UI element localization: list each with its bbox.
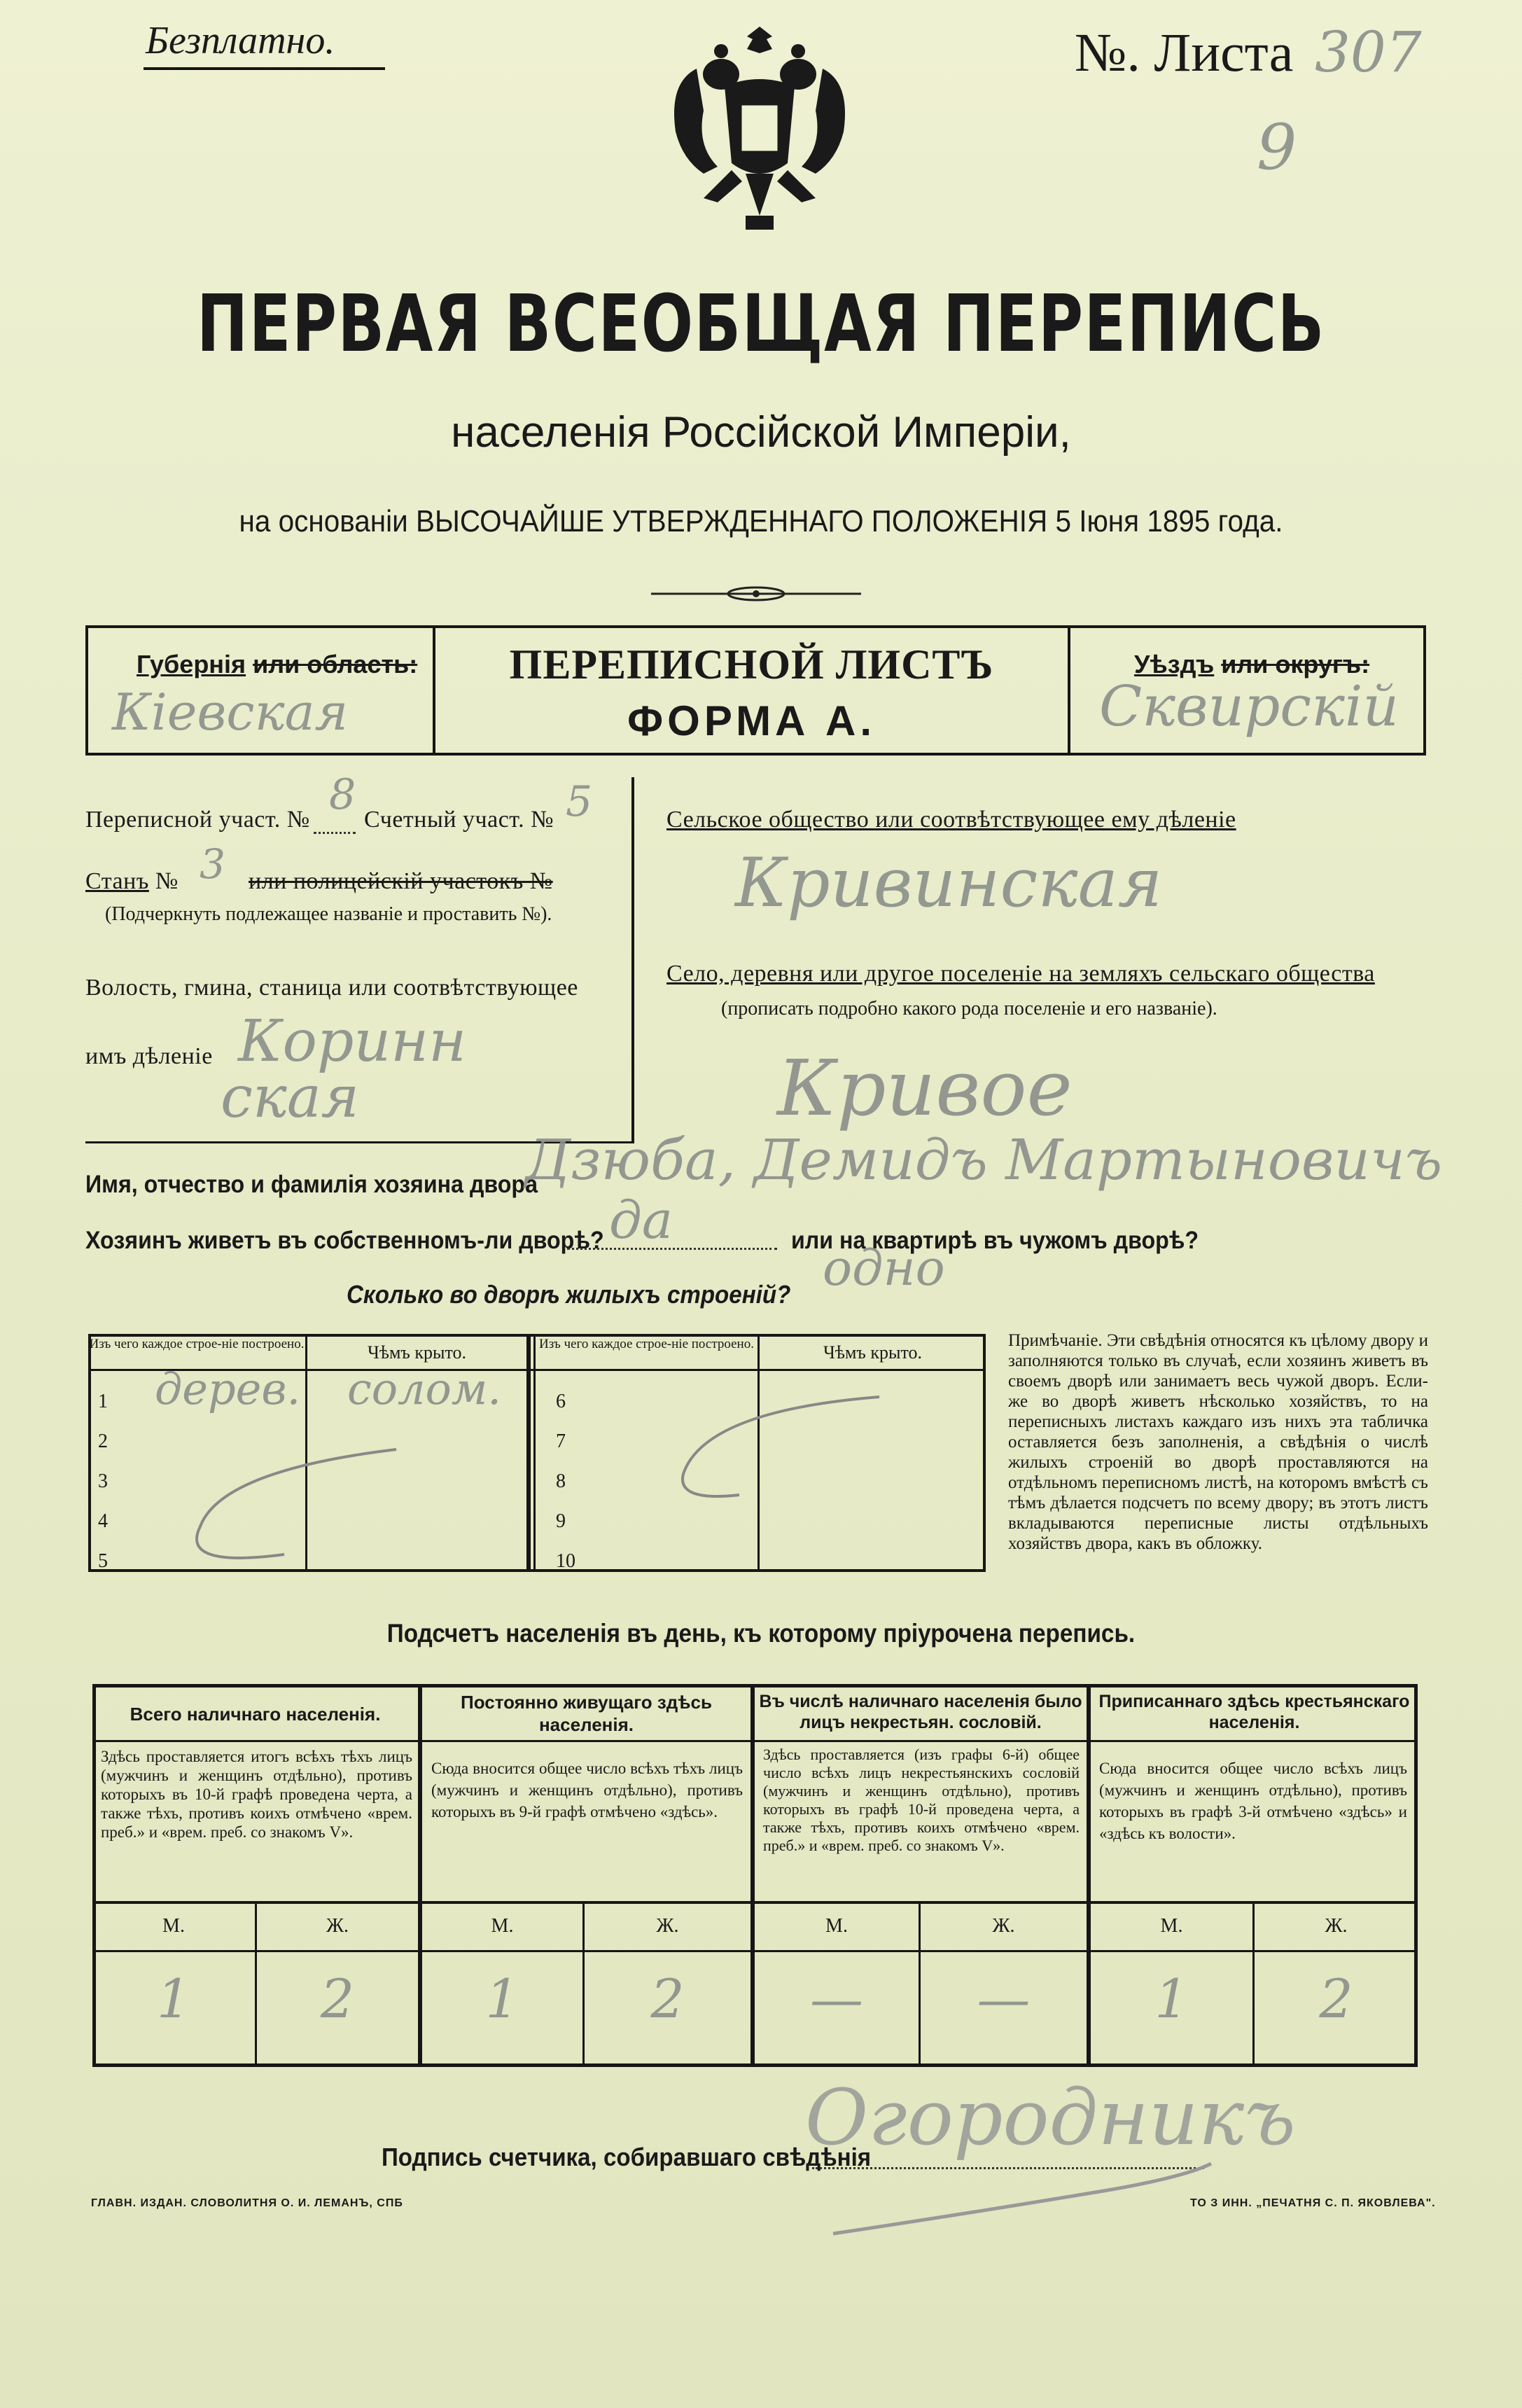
col1-header: Всего наличнаго населенія. bbox=[130, 1704, 381, 1725]
roof-header-left: Чѣмъ крыто. bbox=[367, 1342, 467, 1363]
col3-header: Въ числѣ наличнаго населенія было лицъ некрестьян. сословій. bbox=[759, 1692, 1082, 1732]
ornament-divider bbox=[651, 585, 861, 602]
col4-f-label: Ж. bbox=[1325, 1915, 1348, 1937]
society-label: Сельское общество или соотвѣтствующее ему дѣленіе bbox=[666, 807, 1236, 833]
own-yard-value: да bbox=[609, 1190, 673, 1251]
note-text: Примѣчаніе. Эти свѣдѣнія относятся къ цѣлому двору и заполняются только въ случаѣ, если хозяинъ живетъ въ своемъ дворѣ или занимаетъ весь чужой дворъ. Если-же во дворѣ живетъ нѣсколько хозяйствъ, то на переписныхъ листахъ каждаго изъ нихъ эта табличка оставляется безъ заполненія, а свѣдѣнія о числѣ жилыхъ строеній во дворѣ проставляются на отдѣльномъ переписномъ листѣ, на которомъ вмѣстѣ съ тѣмъ дѣлается подсчетъ по всему двору; въ этотъ листъ вкладываются переписные листы отдѣльныхъ хозяйствъ двора, какъ въ обложку. bbox=[1008, 1331, 1428, 1553]
signature-flourish bbox=[826, 2157, 1218, 2255]
footer-left: ГЛАВН. ИЗДАН. СЛОВОЛИТНЯ О. И. ЛЕМАНЪ, СПБ bbox=[91, 2197, 403, 2209]
col2-f-label: Ж. bbox=[656, 1915, 679, 1937]
uezd-value: Сквирскій bbox=[1099, 674, 1399, 739]
free-underline bbox=[144, 67, 385, 70]
signature-label: Подпись счетчика, собиравшаго свѣдѣнія bbox=[382, 2143, 872, 2171]
form-subtitle: ФОРМА А. bbox=[627, 697, 877, 744]
fields-divider bbox=[631, 777, 634, 1141]
footer-right: ТО З ИНН. „ПЕЧАТНЯ С. П. ЯКОВЛЕВА". bbox=[1190, 2197, 1436, 2209]
sheet-number-extra: 9 bbox=[1257, 111, 1297, 184]
col3-m-value: — bbox=[810, 1968, 863, 2030]
own-yard-label: Хозяинъ живетъ въ собственномъ-ли дворѣ? bbox=[85, 1227, 604, 1254]
signature-value: Огородникъ bbox=[805, 2073, 1296, 2162]
col3-f-label: Ж. bbox=[992, 1915, 1015, 1937]
buildings-table bbox=[88, 1334, 986, 1572]
col2-header: Постоянно живущаго здѣсь населенія. bbox=[461, 1692, 712, 1735]
col2-f-value: 2 bbox=[650, 1968, 685, 2030]
stan-note: (Подчеркнуть подлежащее названіе и проставить №). bbox=[105, 903, 552, 925]
census-section-label: Переписной участ. № bbox=[85, 807, 310, 833]
col2-m-label: М. bbox=[491, 1915, 514, 1937]
volost-label-2: имъ дѣленіе bbox=[85, 1043, 213, 1069]
uezd-label: Уѣздъ или округъ: bbox=[1134, 650, 1370, 678]
col4-f-value: 2 bbox=[1319, 1968, 1353, 2030]
census-section-value: 8 bbox=[329, 770, 356, 819]
free-label: Безплатно. bbox=[146, 19, 335, 62]
basis-line: на основаніи ВЫСОЧАЙШЕ УТВЕРЖДЕННАГО ПОЛОЖЕНІЯ 5 Іюня 1895 года. bbox=[239, 504, 1283, 538]
col3-f-value: — bbox=[977, 1968, 1031, 2030]
rent-label: или на квартирѣ въ чужомъ дворѣ? bbox=[791, 1227, 1199, 1254]
col4-m-value: 1 bbox=[1154, 1968, 1189, 2030]
village-note: (прописать подробно какого рода поселеніе и его названіе). bbox=[721, 998, 1217, 1019]
col1-desc: Здѣсь проставляется итогъ всѣхъ тѣхъ лицъ (мужчинъ и женщинъ отдѣльно), противъ которыхъ въ 10-й графѣ проведена черта, а также тѣхъ, противъ коихъ отмѣчено «врем. преб.» и «врем. преб. со знакомъ V». bbox=[101, 1748, 412, 1841]
buildings-value: одно bbox=[823, 1239, 945, 1297]
village-label: Село, деревня или другое поселеніе на земляхъ сельскаго общества bbox=[666, 961, 1375, 987]
sheet-number-label: №. Листа bbox=[1075, 22, 1294, 83]
volost-value-2: ская bbox=[221, 1064, 360, 1131]
strike-through-marks bbox=[88, 1334, 986, 1572]
gubernia-label: Губернія или область: bbox=[137, 650, 418, 678]
count-section-value: 5 bbox=[566, 777, 593, 826]
col4-m-label: М. bbox=[1160, 1915, 1183, 1937]
col1-m-value: 1 bbox=[156, 1968, 191, 2030]
gubernia-value: Кіевская bbox=[112, 683, 349, 742]
stan-value: 3 bbox=[200, 840, 225, 888]
police-section-label: или полицейскій участокъ № bbox=[249, 868, 553, 894]
col2-m-value: 1 bbox=[485, 1968, 519, 2030]
count-section-label: Счетный участ. № bbox=[364, 807, 554, 833]
col4-desc: Сюда вносится общее число всѣхъ лицъ (мужчинъ и женщинъ отдѣльно), противъ которыхъ въ графѣ 3-й отмѣчено «здѣсь» и «здѣсь къ волости». bbox=[1099, 1760, 1407, 1842]
population-count-table bbox=[92, 1684, 1418, 2067]
col3-m-label: М. bbox=[825, 1915, 848, 1937]
col1-f-label: Ж. bbox=[326, 1915, 349, 1937]
form-title: ПЕРЕПИСНОЙ ЛИСТЪ bbox=[509, 641, 994, 688]
buildings-label: Сколько во дворѣ жилыхъ строеній? bbox=[347, 1280, 791, 1309]
material-header-left: Изъ чего каждое строе-ніе построено. bbox=[89, 1337, 305, 1351]
count-title: Подсчетъ населенія въ день, къ которому пріурочена перепись. bbox=[386, 1619, 1136, 1648]
material-header-right: Изъ чего каждое строе-ніе построено. bbox=[539, 1337, 754, 1351]
col3-desc: Здѣсь проставляется (изъ графы 6-й) общее число всѣхъ лицъ некрестьянскихъ сословій (мужчинъ и женщинъ отдѣльно), противъ которыхъ въ графѣ 10-й проведена черта, а также тѣхъ, противъ коихъ отмѣчено «врем. преб.» и «врем. преб. со знакомъ V». bbox=[763, 1746, 1080, 1854]
stan-label: Станъ № bbox=[85, 868, 179, 894]
subtitle: населенія Россійской Имперіи, bbox=[451, 408, 1071, 457]
row1-material: дерев. bbox=[155, 1363, 301, 1414]
society-value: Кривинская bbox=[735, 844, 1163, 922]
row-numbers-right: 6 7 8 9 10 bbox=[556, 1391, 575, 1572]
row1-roof: солом. bbox=[347, 1363, 501, 1414]
col4-header: Приписаннаго здѣсь крестьянскаго населенія. bbox=[1098, 1692, 1410, 1732]
sheet-number-value: 307 bbox=[1315, 20, 1422, 85]
col1-f-value: 2 bbox=[320, 1968, 355, 2030]
col1-m-label: М. bbox=[162, 1915, 185, 1937]
village-value: Кривое bbox=[777, 1043, 1073, 1133]
owner-name-value: Дзюба, Демидъ Мартыновичъ bbox=[525, 1127, 1443, 1192]
volost-value: Коринн bbox=[238, 1008, 467, 1075]
owner-name-label: Имя, отчество и фамилія хозяина двора bbox=[85, 1171, 538, 1198]
double-headed-eagle-emblem bbox=[655, 20, 865, 244]
main-title: ПЕРВАЯ ВСЕОБЩАЯ ПЕРЕПИСЬ bbox=[197, 279, 1325, 370]
volost-label: Волость, гмина, станица или соотвѣтствующее bbox=[85, 975, 578, 1001]
roof-header-right: Чѣмъ крыто. bbox=[823, 1342, 923, 1363]
col2-desc: Сюда вносится общее число всѣхъ тѣхъ лицъ (мужчинъ и женщинъ отдѣльно), противъ которыхъ въ 9-й графѣ отмѣчено «здѣсь». bbox=[431, 1760, 743, 1821]
row-numbers-left: 1 2 3 4 5 bbox=[98, 1391, 108, 1572]
